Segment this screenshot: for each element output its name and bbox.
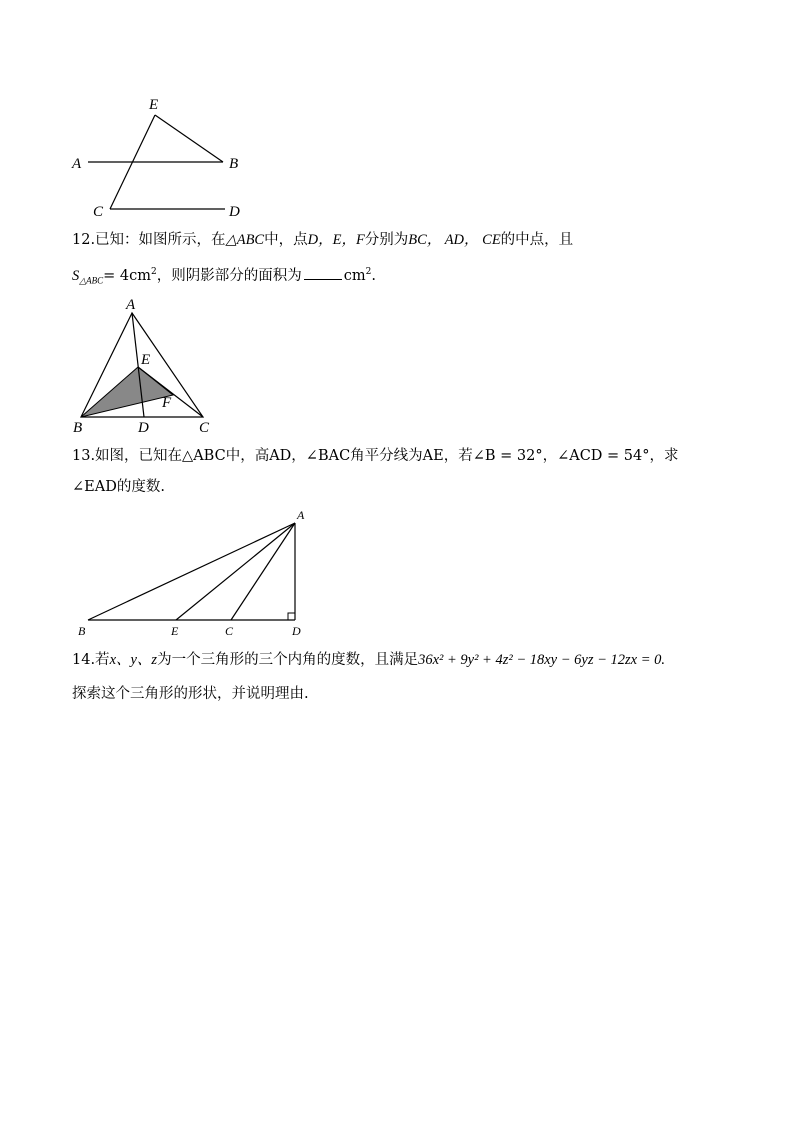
figure-q13 (70, 505, 320, 644)
label-E: E (171, 624, 179, 638)
q12-line2: $S_{\triangle ABC}= 4cm^2$，则阴影部分的面积为 $cm^2$. (72, 262, 376, 291)
q14-line2: 探索这个三角形的形状，并说明理由. (72, 686, 309, 702)
label-E: E (141, 352, 151, 368)
label-F: F (162, 395, 172, 411)
figure-q12 (70, 295, 230, 441)
label-D: D (292, 624, 301, 638)
label-A: A (126, 297, 136, 313)
label-C: C (93, 204, 104, 220)
q13-line2: ∠EAD的度数. (72, 479, 165, 495)
label-B: B (73, 420, 83, 436)
label-A: A (297, 508, 305, 522)
label-D: D (229, 204, 240, 220)
label-A: A (72, 156, 82, 172)
label-E: E (149, 97, 159, 113)
label-B: B (78, 624, 86, 638)
label-B: B (229, 156, 239, 172)
label-D: D (138, 420, 149, 436)
q12-line1: 12.已知：如图所示，在△ABC中，点D，E，F分别为BC， AD， CE的中点，且 (72, 232, 574, 248)
q13-line1: 13.如图，已知在△ABC中，高AD，∠BAC角平分线为AE，若∠B = 32°，∠ACD = 54°，求 (72, 448, 679, 464)
shaded-triangle (81, 367, 173, 417)
figure-q11 (60, 90, 260, 229)
q14-line1: 14.若x、y、z为一个三角形的三个内角的度数，且满足36x² + 9y² + 4z² − 18xy − 6yz − 12zx = 0. (72, 652, 665, 668)
right-angle-mark (288, 613, 295, 620)
answer-blank[interactable] (304, 265, 342, 280)
label-C: C (199, 420, 210, 436)
label-C: C (225, 624, 234, 638)
